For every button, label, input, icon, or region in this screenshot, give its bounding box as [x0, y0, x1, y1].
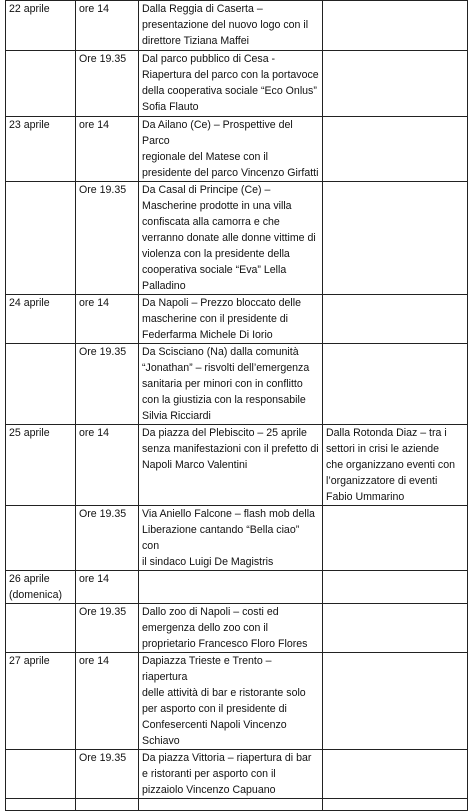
description-cell: Da Scisciano (Na) dalla comunità “Jonathan” – risvolti dell’emergenza sanitaria per minori con in conflitto con la giustizia con la responsabile Silvia Ricciardi [139, 344, 323, 425]
note-cell [323, 182, 468, 295]
time-cell: ore 14 [76, 425, 139, 506]
description-cell: Da Ailano (Ce) – Prospettive del Parco regionale del Matese con il presidente del parco Vincenzo Girfatti [139, 117, 323, 182]
table-row [6, 51, 468, 117]
table-row [6, 295, 468, 344]
description-cell: Da piazza del Plebiscito – 25 aprile senza manifestazioni con il prefetto di Napoli Marco Valentini [139, 425, 323, 506]
time-cell: Ore 19.35 [76, 506, 139, 571]
table-row [6, 344, 468, 425]
description-cell: Via Aniello Falcone – flash mob della Liberazione cantando “Bella ciao” con il sindaco Luigi De Magistris [139, 506, 323, 571]
time-cell: ore 14 [76, 571, 139, 604]
date-cell: 22 aprile [6, 1, 76, 51]
note-cell [323, 653, 468, 750]
table-row [6, 425, 468, 506]
date-cell: 25 aprile [6, 425, 76, 506]
note-cell [323, 117, 468, 182]
description-cell: Dal parco pubblico di Cesa - Riapertura del parco con la portavoce della cooperativa sociale “Eco Onlus” Sofia Flauto [139, 51, 323, 117]
note-cell [323, 750, 468, 799]
date-cell [6, 182, 76, 295]
table-row [6, 750, 468, 799]
time-cell [76, 799, 139, 811]
note-cell: Dalla Rotonda Diaz – tra i settori in crisi le aziende che organizzano eventi con l’organizzatore di eventi Fabio Ummarino [323, 425, 468, 506]
note-cell [323, 506, 468, 571]
time-cell: Ore 19.35 [76, 604, 139, 653]
description-cell: Da piazza Vittoria – riapertura di bar e ristoranti per asporto con il pizzaiolo Vincenzo Capuano [139, 750, 323, 799]
date-cell [6, 506, 76, 571]
table-row [6, 571, 468, 604]
time-cell: ore 14 [76, 1, 139, 51]
table-row [6, 506, 468, 571]
time-cell: ore 14 [76, 117, 139, 182]
note-cell [323, 799, 468, 811]
date-cell: 23 aprile [6, 117, 76, 182]
date-cell [6, 51, 76, 117]
description-cell: Dapiazza Trieste e Trento – riapertura delle attività di bar e ristorante solo per asporto con il presidente di Confesercenti Napoli Vincenzo Schiavo [139, 653, 323, 750]
table-row [6, 653, 468, 750]
note-cell [323, 604, 468, 653]
note-cell [323, 344, 468, 425]
table-row [6, 117, 468, 182]
description-cell: Da Napoli – Prezzo bloccato delle mascherine con il presidente di Federfarma Michele Di Iorio [139, 295, 323, 344]
note-cell [323, 1, 468, 51]
description-cell [139, 571, 323, 604]
date-cell [6, 799, 76, 811]
time-cell: ore 14 [76, 295, 139, 344]
description-cell: Dalla Reggia di Caserta – presentazione del nuovo logo con il direttore Tiziana Maffei [139, 1, 323, 51]
date-cell: 27 aprile [6, 653, 76, 750]
note-cell [323, 51, 468, 117]
time-cell: ore 14 [76, 653, 139, 750]
date-cell [6, 604, 76, 653]
description-cell: Da Casal di Principe (Ce) – Mascherine prodotte in una villa confiscata alla camorra e che verranno donate alle donne vittime di violenza con la presidente della cooperativa sociale “Eva” Lella Palladino [139, 182, 323, 295]
table-row [6, 1, 468, 51]
date-cell [6, 750, 76, 799]
table-row [6, 799, 468, 811]
date-cell: 26 aprile (domenica) [6, 571, 76, 604]
time-cell: Ore 19.35 [76, 182, 139, 295]
description-cell: Dallo zoo di Napoli – costi ed emergenza dello zoo con il proprietario Francesco Floro Flores [139, 604, 323, 653]
description-cell [139, 799, 323, 811]
schedule-table [5, 0, 468, 811]
note-cell [323, 295, 468, 344]
date-cell [6, 344, 76, 425]
time-cell: Ore 19.35 [76, 750, 139, 799]
date-cell: 24 aprile [6, 295, 76, 344]
table-row [6, 604, 468, 653]
table-row [6, 182, 468, 295]
time-cell: Ore 19.35 [76, 51, 139, 117]
note-cell [323, 571, 468, 604]
time-cell: Ore 19.35 [76, 344, 139, 425]
